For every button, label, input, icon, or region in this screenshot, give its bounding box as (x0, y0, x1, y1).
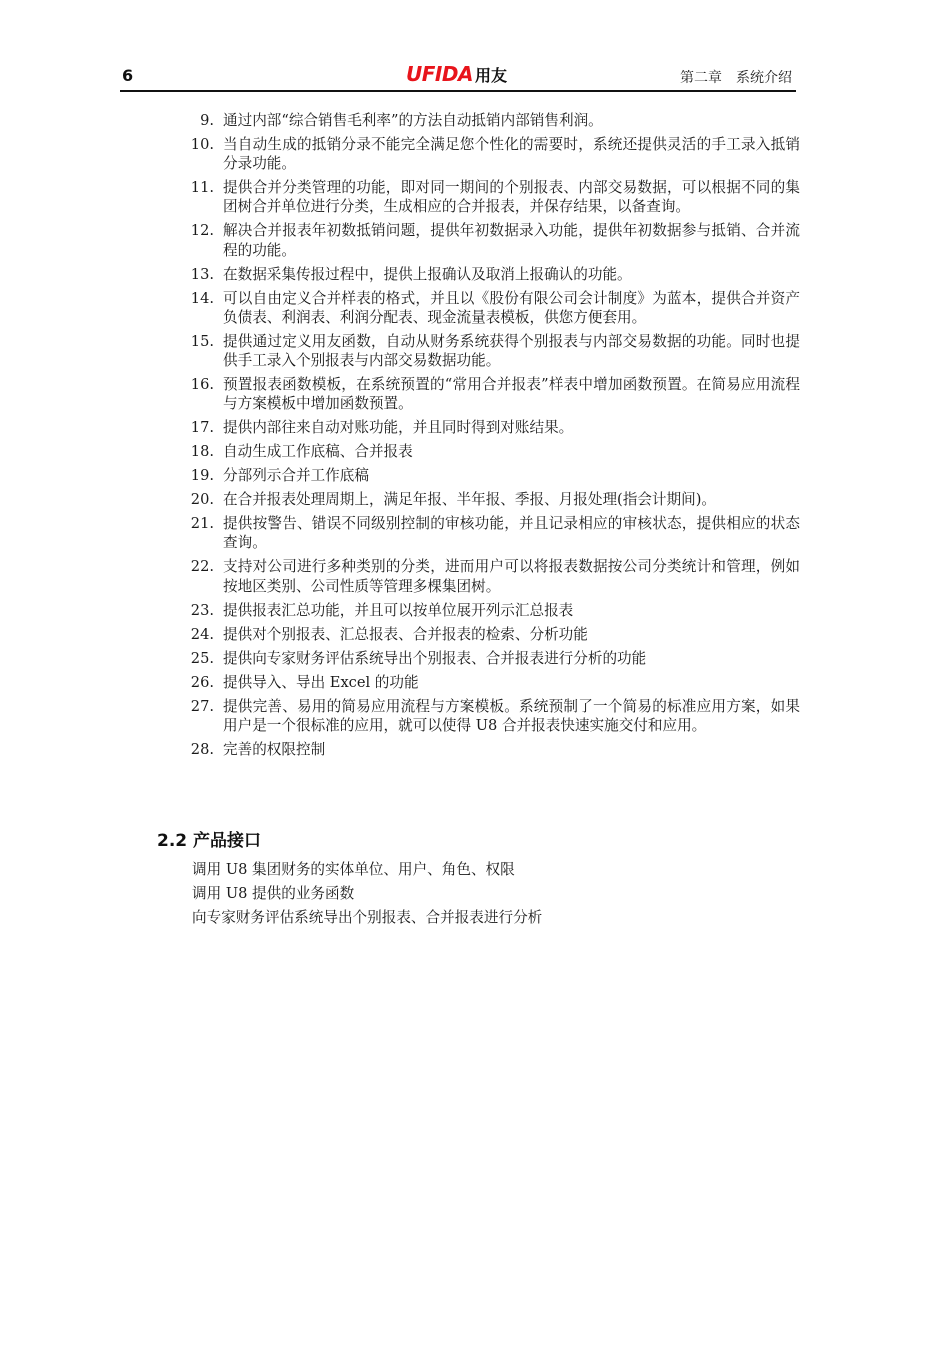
list-item (180, 697, 800, 735)
page-number: 6 (122, 66, 134, 85)
list-item-number: 11. (190, 179, 214, 197)
list-item-text: 解决合并报表年初数抵销问题，提供年初数据录入功能，提供年初数据参与抵销、合并流程的功能。 (223, 222, 800, 259)
list-item (180, 601, 800, 620)
list-item (180, 625, 800, 644)
list-item (180, 221, 800, 259)
list-item-number: 12. (190, 222, 214, 240)
list-item-text: 在数据采集传报过程中，提供上报确认及取消上报确认的功能。 (223, 265, 632, 283)
list-item (180, 514, 800, 552)
list-item-number: 25. (190, 649, 214, 667)
list-item-text: 当自动生成的抵销分录不能完全满足您个性化的需要时，系统还提供灵活的手工录入抵销分录功能。 (223, 136, 800, 173)
list-item-number: 9. (200, 112, 214, 129)
list-item-text: 提供报表汇总功能，并且可以按单位展开列示汇总报表 (223, 601, 574, 619)
list-item (180, 178, 800, 216)
list-item-text: 自动生成工作底稿、合并报表 (223, 443, 413, 461)
list-item-text: 提供通过定义用友函数，自动从财务系统获得个别报表与内部交易数据的功能。同时也提供手工录入个别报表与内部交易数据功能。 (223, 332, 800, 370)
list-item (180, 418, 800, 437)
list-item-text: 支持对公司进行多种类别的分类，进而用户可以将报表数据按公司分类统计和管理，例如按地区类别、公司性质等管理多棵集团树。 (223, 558, 800, 595)
list-item-number: 26. (190, 673, 214, 691)
list-item (180, 332, 800, 370)
list-item-number: 21. (190, 515, 214, 533)
list-item-number: 22. (190, 558, 214, 576)
list-item (180, 649, 800, 668)
list-item-text: 完善的权限控制 (223, 740, 326, 758)
list-item-text: 提供按警告、错误不同级别控制的审核功能，并且记录相应的审核状态，提供相应的状态查询。 (223, 515, 800, 552)
list-item (180, 375, 800, 413)
list-item-number: 10. (190, 136, 214, 153)
interface-line: 向专家财务评估系统导出个别报表、合并报表进行分析 (192, 909, 543, 926)
ufida-logo (406, 62, 507, 86)
list-item-number: 19. (190, 467, 214, 485)
list-item-number: 13. (190, 265, 214, 283)
list-item-text: 提供导入、导出 Excel 的功能 (223, 673, 419, 691)
interface-line: 调用 U8 集团财务的实体单位、用户、角色、权限 (192, 861, 515, 878)
list-item-number: 23. (190, 601, 214, 619)
list-item-text: 提供内部往来自动对账功能，并且同时得到对账结果。 (223, 419, 574, 437)
list-item (180, 490, 800, 509)
chapter-title: 第二章 系统介绍 (680, 70, 792, 86)
list-item (180, 135, 800, 173)
list-item (180, 111, 800, 130)
list-item-number: 28. (190, 740, 214, 758)
list-item (180, 289, 800, 327)
list-item (180, 673, 800, 692)
list-item-text: 预置报表函数模板，在系统预置的“常用合并报表”样表中增加函数预置。在简易应用流程与方案模板中增加函数预置。 (223, 376, 800, 413)
list-item-text: 在合并报表处理周期上，满足年报、半年报、季报、月报处理(指会计期间)。 (223, 491, 716, 509)
list-item (180, 740, 800, 759)
feature-list (180, 111, 800, 764)
list-item-number: 14. (190, 289, 214, 307)
list-item (180, 265, 800, 284)
list-item-number: 17. (190, 419, 214, 437)
logo-cn-text: 用友 (474, 66, 507, 85)
interface-line: 调用 U8 提供的业务函数 (192, 885, 355, 902)
list-item-number: 15. (190, 332, 214, 350)
list-item-text: 提供合并分类管理的功能，即对同一期间的个别报表、内部交易数据，可以根据不同的集团树合并单位进行分类，生成相应的合并报表，并保存结果，以备查询。 (223, 179, 800, 216)
section-heading: 2.2 产品接口 (157, 831, 262, 851)
page-header (120, 62, 796, 92)
list-item-number: 20. (190, 491, 214, 509)
list-item-text: 可以自由定义合并样表的格式，并且以《股份有限公司会计制度》为蓝本，提供合并资产负债表、利润表、利润分配表、现金流量表模板，供您方便套用。 (223, 289, 800, 326)
list-item-text: 通过内部“综合销售毛利率”的方法自动抵销内部销售利润。 (223, 112, 603, 129)
list-item-number: 18. (190, 443, 214, 461)
list-item-text: 提供向专家财务评估系统导出个别报表、合并报表进行分析的功能 (223, 649, 647, 667)
list-item-number: 24. (190, 625, 214, 643)
list-item (180, 557, 800, 595)
list-item (180, 442, 800, 461)
interface-list (192, 858, 792, 930)
logo-brand-text: UFIDA (406, 62, 473, 86)
list-item-text: 分部列示合并工作底稿 (223, 467, 369, 485)
list-item-text: 提供完善、易用的简易应用流程与方案模板。系统预制了一个简易的标准应用方案，如果用户是一个很标准的应用，就可以使得 U8 合并报表快速实施交付和应用。 (223, 697, 800, 734)
list-item (180, 466, 800, 485)
list-item-number: 16. (190, 376, 214, 394)
list-item-text: 提供对个别报表、汇总报表、合并报表的检索、分析功能 (223, 625, 588, 643)
list-item-number: 27. (190, 697, 214, 715)
